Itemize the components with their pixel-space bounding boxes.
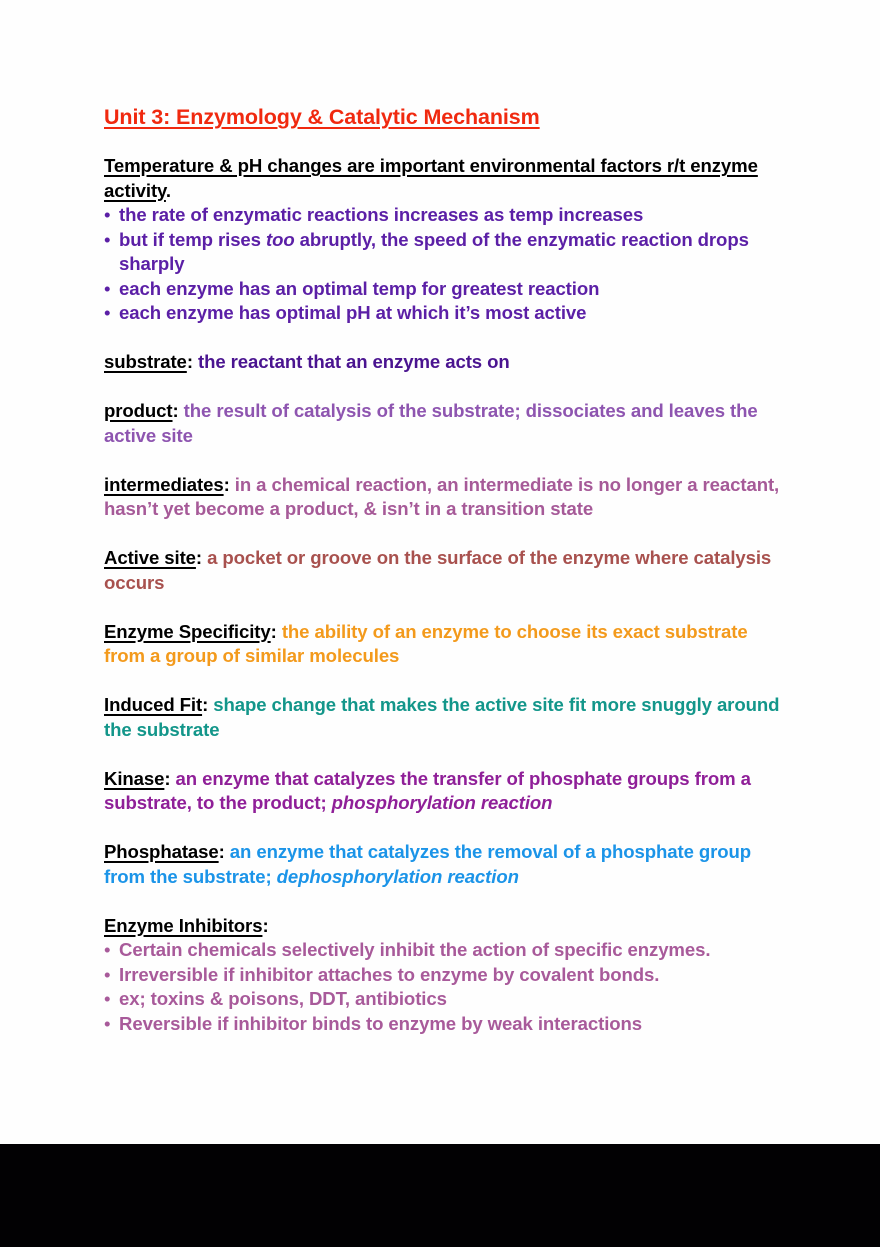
bullet-icon: •	[104, 988, 111, 1009]
list-item	[104, 938, 784, 963]
bullet-text: Irreversible if inhibitor attaches to enzyme by covalent bonds.	[119, 963, 660, 985]
bullet-icon: •	[104, 204, 111, 225]
bullet-text-pre: but if temp rises	[119, 228, 266, 250]
temperature-heading-period: .	[165, 179, 171, 201]
definition-italic: phosphorylation reaction	[331, 792, 553, 813]
definition-induced-fit	[104, 693, 784, 742]
inhibitors-heading-colon: :	[262, 914, 269, 936]
term-colon: :	[202, 694, 209, 715]
list-item	[104, 987, 784, 1012]
term-label: Kinase	[104, 767, 165, 789]
temperature-heading-text: Temperature & pH changes are important environmental factors r/t enzyme activity	[104, 155, 758, 201]
black-bottom-bar	[0, 1144, 880, 1247]
definition-phosphatase	[104, 840, 784, 889]
list-item	[104, 203, 784, 228]
bullet-icon: •	[104, 963, 111, 985]
term-label: substrate	[104, 351, 187, 372]
bullet-text: Reversible if inhibitor binds to enzyme by weak interactions	[119, 1012, 643, 1034]
definition-text: shape change that makes the active site fit more snuggly around the substrate	[104, 694, 780, 740]
definition-enzyme-specificity	[104, 620, 784, 669]
inhibitors-heading	[104, 914, 784, 939]
bullet-icon: •	[104, 228, 111, 250]
temperature-bullet-list	[104, 203, 784, 326]
list-item	[104, 228, 784, 277]
term-colon: :	[186, 351, 193, 372]
term-label: product	[104, 400, 173, 421]
page-title: Unit 3: Enzymology & Catalytic Mechanism	[104, 105, 540, 129]
definition-substrate	[104, 350, 784, 375]
list-item	[104, 1012, 784, 1037]
term-colon: :	[164, 767, 171, 789]
definition-text: an enzyme that catalyzes the transfer of phosphate groups from a substrate, to the product;	[104, 767, 751, 813]
term-label: Induced Fit	[104, 694, 203, 715]
bullet-text: ex; toxins & poisons, DDT, antibiotics	[119, 988, 447, 1009]
definition-kinase	[104, 767, 784, 816]
bullet-icon: •	[104, 277, 111, 299]
bullet-icon: •	[104, 302, 111, 323]
definition-text: the ability of an enzyme to choose its exact substrate from a group of similar molecules	[104, 620, 748, 666]
bullet-text: Certain chemicals selectively inhibit the action of specific enzymes.	[119, 939, 711, 960]
definition-intermediates	[104, 473, 784, 522]
list-item	[104, 963, 784, 988]
temperature-section	[104, 154, 784, 326]
inhibitors-heading-text: Enzyme Inhibitors	[104, 914, 263, 936]
definition-text: in a chemical reaction, an intermediate is no longer a reactant, hasn’t yet become a product, & isn’t in a transition state	[104, 473, 780, 519]
definition-text: an enzyme that catalyzes the removal of a phosphate group from the substrate;	[104, 841, 752, 887]
definition-product	[104, 399, 784, 448]
term-colon: :	[270, 620, 277, 642]
term-label: Enzyme Specificity	[104, 620, 271, 642]
notes-content	[104, 104, 784, 1061]
bullet-icon: •	[104, 1012, 111, 1034]
term-label: intermediates	[104, 473, 224, 495]
bullet-text: each enzyme has optimal pH at which it’s most active	[119, 302, 587, 323]
term-label: Active site	[104, 547, 196, 568]
list-item	[104, 277, 784, 302]
definition-text: a pocket or groove on the surface of the enzyme where catalysis occurs	[104, 547, 772, 593]
bullet-text-italic: too	[265, 228, 295, 250]
definition-text: the result of catalysis of the substrate; dissociates and leaves the active site	[104, 400, 758, 446]
term-colon: :	[172, 400, 179, 421]
bullet-text: the rate of enzymatic reactions increases as temp increases	[119, 204, 644, 225]
bullet-icon: •	[104, 939, 111, 960]
bullet-text: each enzyme has an optimal temp for greatest reaction	[119, 277, 600, 299]
term-colon: :	[195, 547, 203, 568]
term-colon: :	[223, 473, 230, 495]
term-colon: :	[218, 841, 225, 862]
definition-text: the reactant that an enzyme acts on	[192, 351, 510, 372]
term-label: Phosphatase	[104, 841, 219, 862]
inhibitors-section	[104, 914, 784, 1037]
inhibitors-bullet-list	[104, 938, 784, 1036]
bullet-text-post: abruptly, the speed of the enzymatic reaction drops sharply	[119, 228, 749, 274]
definition-italic: dephosphorylation reaction	[276, 865, 519, 887]
definition-active-site	[104, 546, 784, 595]
list-item	[104, 301, 784, 326]
temperature-heading	[104, 154, 784, 203]
